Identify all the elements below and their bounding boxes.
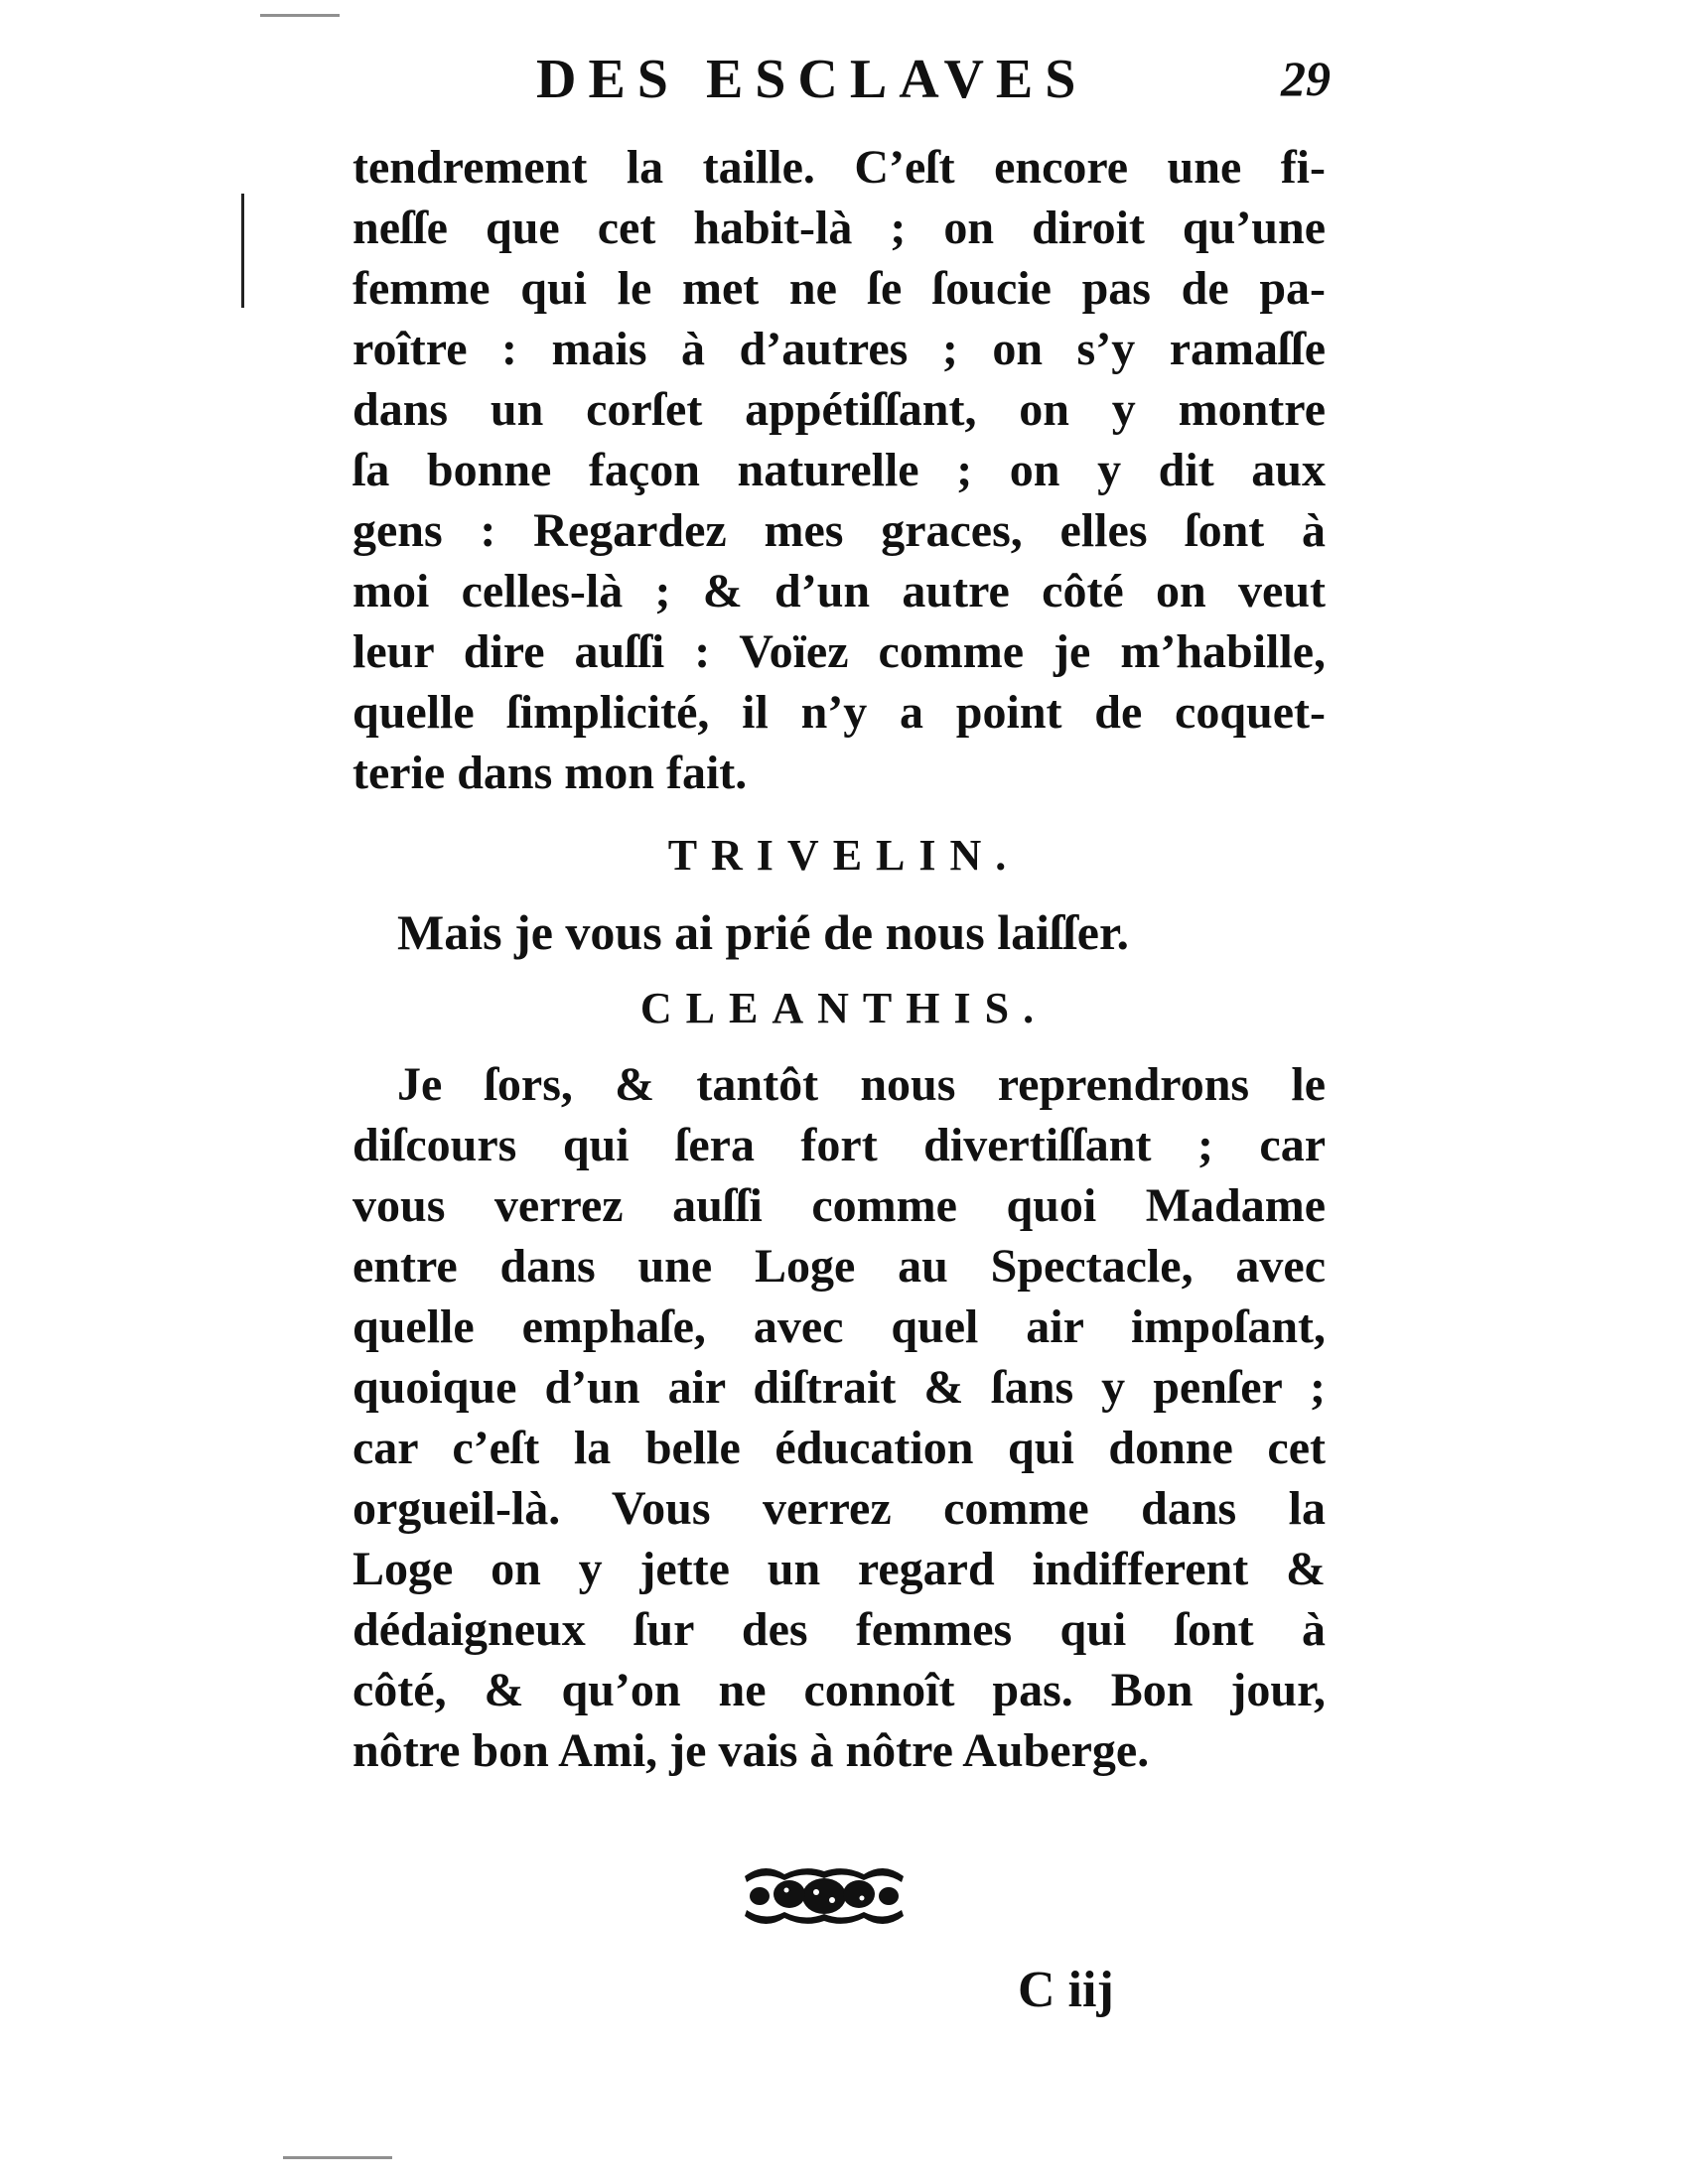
- text-line: Je ſors, & tantôt nous reprendrons le: [397, 1058, 1326, 1111]
- dialogue-line-trivelin: Mais je vous ai prié de nous laiſſer.: [397, 904, 1130, 960]
- scan-edge-mark-bottom: [283, 2156, 392, 2159]
- running-title: DES ESCLAVES: [536, 49, 1088, 110]
- text-line: dédaigneux ſur des femmes qui ſont à: [352, 1603, 1326, 1656]
- signature-mark: C iij: [1018, 1962, 1114, 2018]
- speaker-name-trivelin: TRIVELIN.: [667, 831, 1021, 880]
- text-line: quoique d’un air diſtrait & ſans y penſer ;: [352, 1361, 1326, 1414]
- text-line: terie dans mon fait.: [352, 747, 748, 799]
- text-line: car c’eſt la belle éducation qui donne cet: [352, 1422, 1326, 1474]
- text-line: dans un corſet appétiſſant, on y montre: [352, 383, 1326, 436]
- text-line: femme qui le met ne ſe ſoucie pas de pa-: [352, 262, 1326, 315]
- text-line: tendrement la taille. C’eſt encore une fi-: [352, 141, 1326, 194]
- text-line: Loge on y jette un regard indifferent &: [352, 1543, 1326, 1595]
- text-line: vous verrez auſſi comme quoi Madame: [352, 1179, 1326, 1232]
- text-line: côté, & qu’on ne connoît pas. Bon jour,: [352, 1664, 1326, 1716]
- running-head: [536, 48, 1331, 117]
- text-line: entre dans une Loge au Spectacle, avec: [352, 1240, 1326, 1293]
- text-line: nôtre bon Ami, je vais à nôtre Auberge.: [352, 1724, 1150, 1777]
- paragraph-1: [352, 137, 1326, 803]
- paragraph-2: [352, 1054, 1326, 1781]
- scan-edge-mark-left: [241, 194, 244, 308]
- text-line: ſa bonne façon naturelle ; on y dit aux: [352, 444, 1326, 496]
- text-line: leur dire auſſi : Voïez comme je m’habille,: [352, 625, 1326, 678]
- text-line: roître : mais à d’autres ; on s’y ramaſſe: [352, 323, 1326, 375]
- printers-ornament-icon: [735, 1856, 914, 1936]
- text-line: orgueil-là. Vous verrez comme dans la: [352, 1482, 1326, 1535]
- page-number: 29: [1281, 51, 1331, 106]
- speaker-name-cleanthis: CLEANTHIS.: [639, 984, 1049, 1032]
- text-line: quelle emphaſe, avec quel air impoſant,: [352, 1300, 1326, 1353]
- text-line: quelle ſimplicité, il n’y a point de coquet-: [352, 686, 1326, 739]
- text-line: moi celles-là ; & d’un autre côté on veut: [352, 565, 1326, 617]
- scan-edge-mark-top: [260, 14, 340, 17]
- text-line: diſcours qui ſera fort divertiſſant ; car: [352, 1119, 1326, 1171]
- text-line: gens : Regardez mes graces, elles ſont à: [352, 504, 1326, 557]
- text-line: neſſe que cet habit-là ; on diroit qu’une: [352, 202, 1326, 254]
